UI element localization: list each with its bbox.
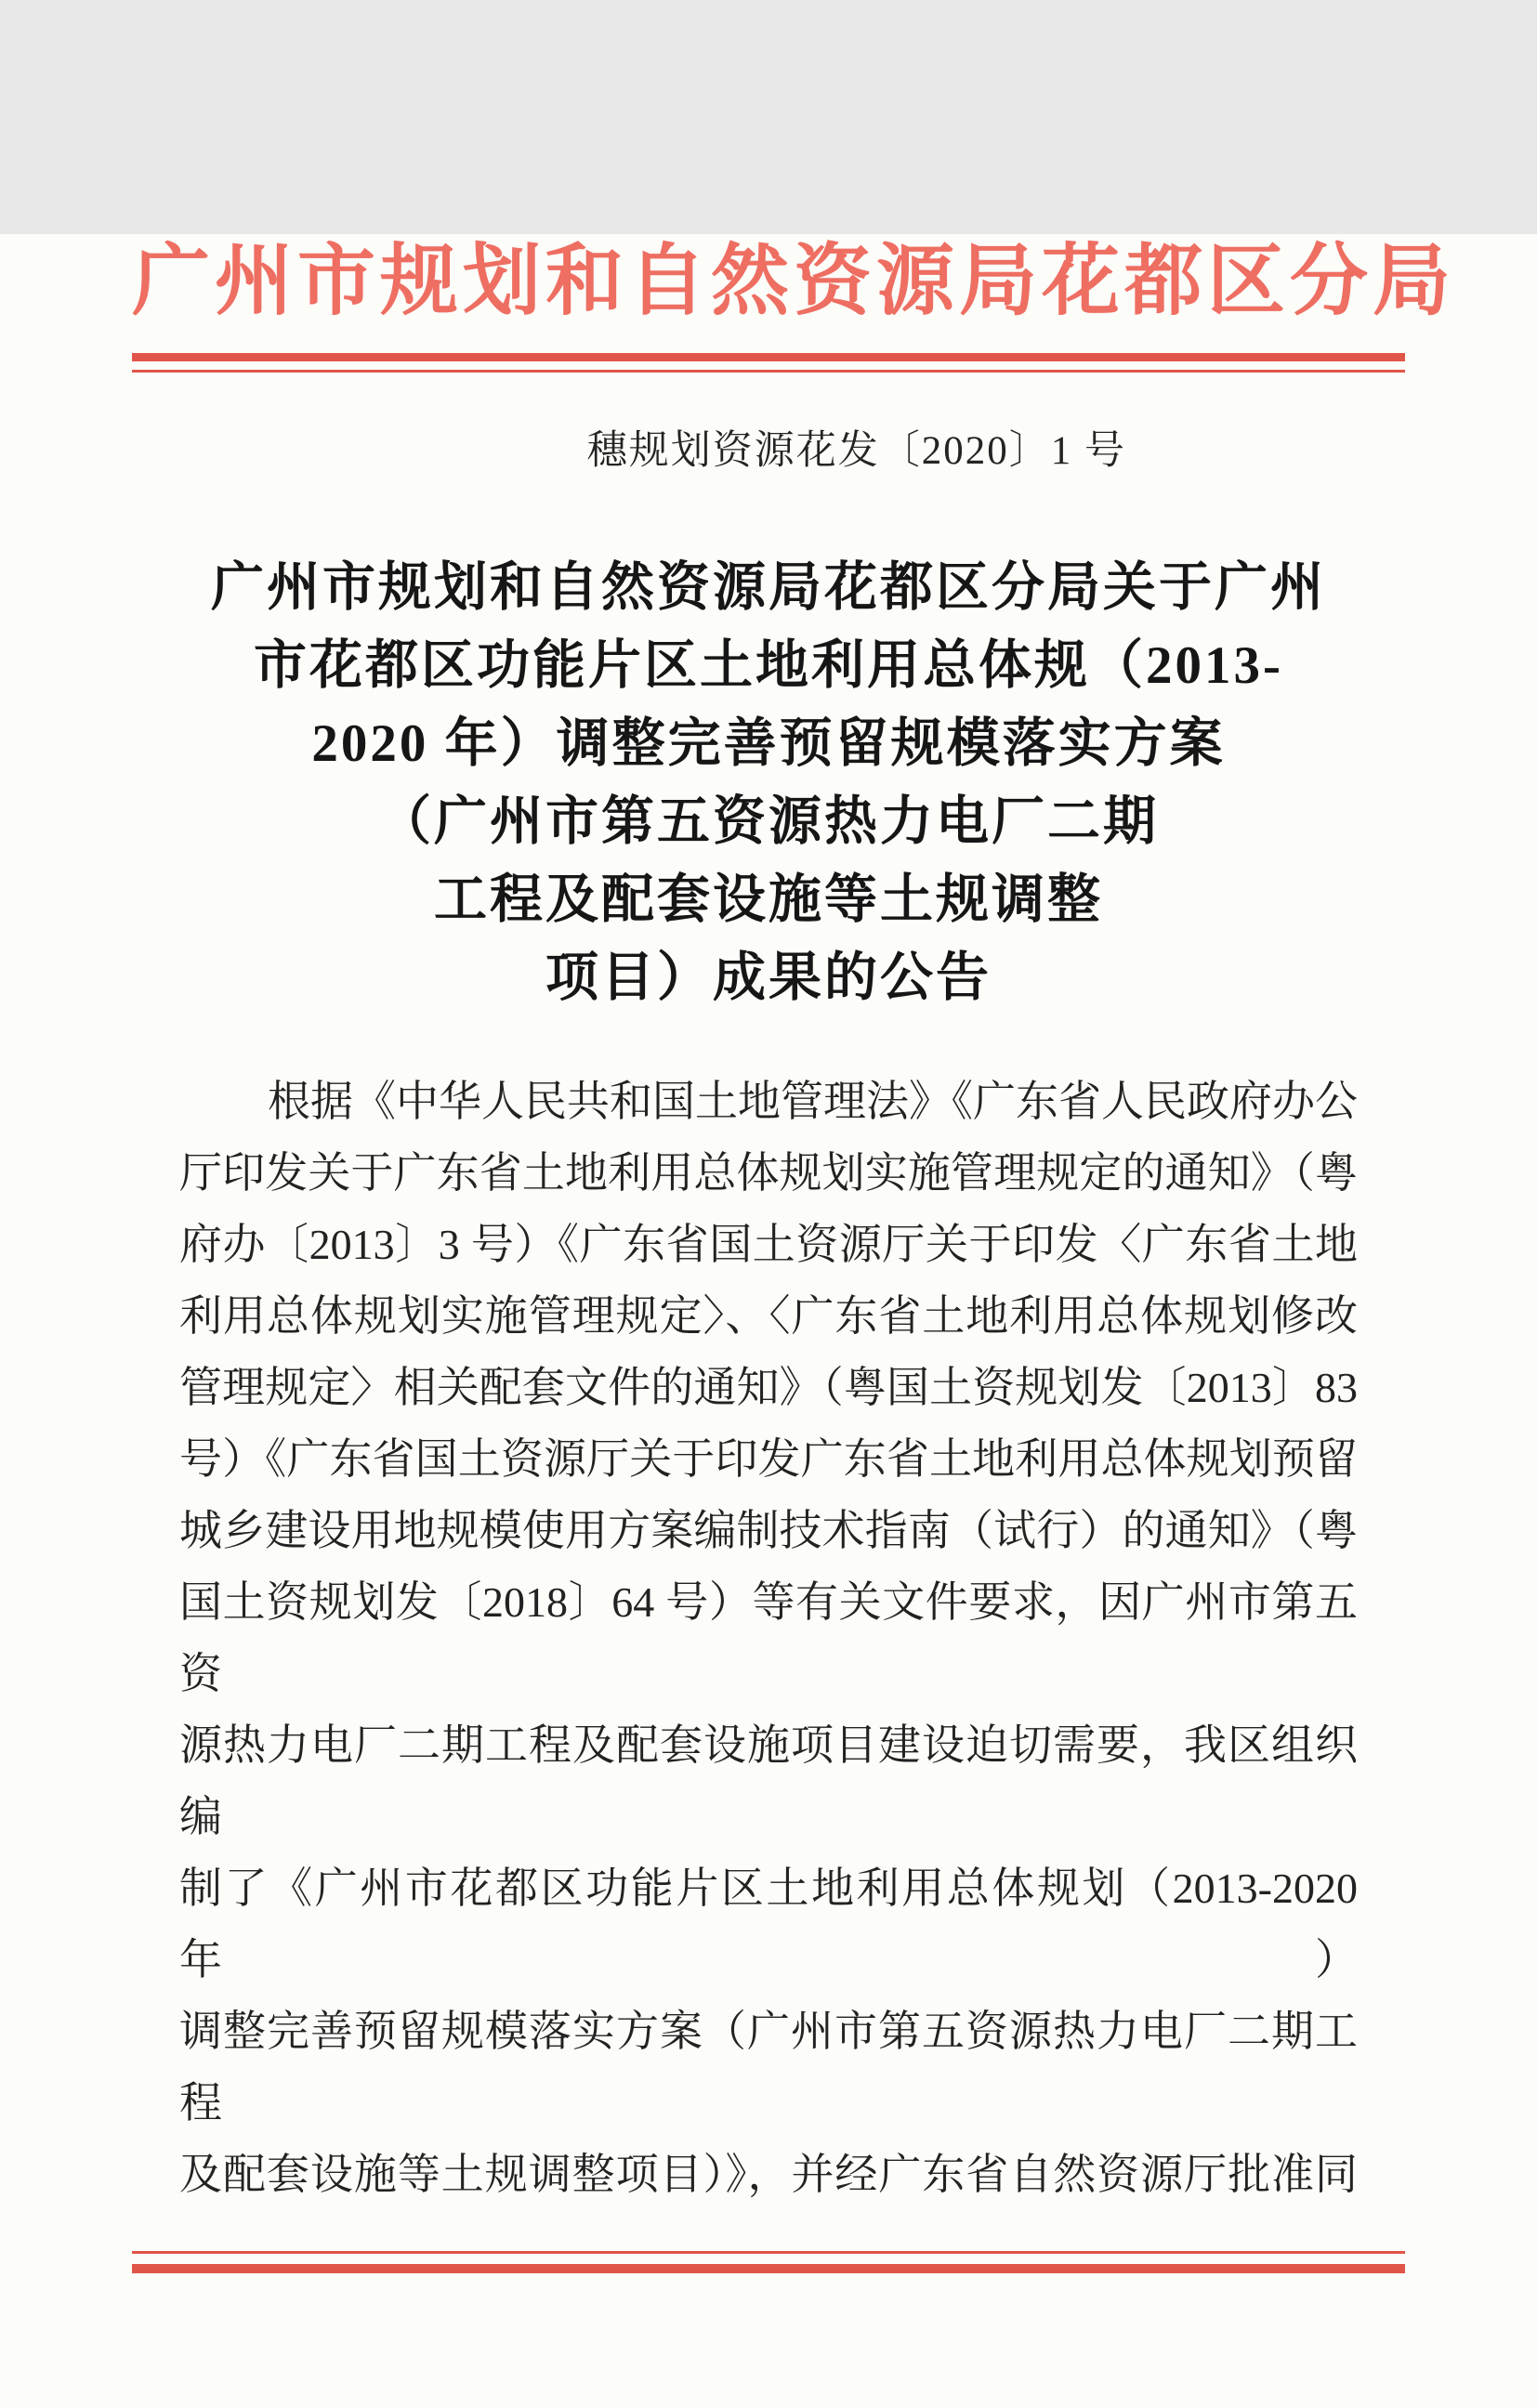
body-line: 府办〔2013〕3 号）《广东省国土资源厅关于印发〈广东省土地 bbox=[179, 1221, 1358, 1268]
body-line: 号）《广东省国土资源厅关于印发广东省土地利用总体规划预留 bbox=[179, 1435, 1358, 1483]
body-line: 管理规定〉相关配套文件的通知》（粤国土资规划发〔2013〕83 bbox=[179, 1364, 1358, 1411]
body-line: 源热力电厂二期工程及配套设施项目建设迫切需要，我区组织编 bbox=[179, 1721, 1358, 1840]
title-line: 工程及配套设施等土规调整 bbox=[434, 870, 1103, 929]
body-line: 根据《中华人民共和国土地管理法》《广东省人民政府办公 bbox=[268, 1078, 1358, 1125]
title-line: 广州市规划和自然资源局花都区分局关于广州 bbox=[211, 558, 1326, 617]
document-number: 穗规划资源花发〔2020〕1 号 bbox=[586, 429, 1126, 473]
title-line: 项目）成果的公告 bbox=[545, 949, 992, 1007]
footer-rule-thin bbox=[132, 2251, 1405, 2254]
body-paragraph bbox=[179, 1066, 1358, 2210]
title-line: （广州市第五资源热力电厂二期 bbox=[378, 792, 1159, 851]
letterhead-rule-thick bbox=[132, 353, 1405, 361]
body-line: 城乡建设用地规模使用方案编制技术指南（试行）的通知》（粤 bbox=[179, 1507, 1358, 1554]
body-line: 及配套设施等土规调整项目）》，并经广东省自然资源厅批准同 bbox=[179, 2151, 1358, 2198]
body-line: 制了《广州市花都区功能片区土地利用总体规划（2013-2020 年） bbox=[179, 1865, 1358, 1983]
document-content bbox=[132, 234, 1456, 2273]
body-line: 利用总体规划实施管理规定〉、〈广东省土地利用总体规划修改 bbox=[179, 1292, 1358, 1340]
body-line: 国土资规划发〔2018〕64 号）等有关文件要求，因广州市第五资 bbox=[179, 1578, 1358, 1697]
letterhead-rule-thin bbox=[132, 370, 1405, 373]
document-page bbox=[0, 234, 1537, 2408]
footer-rule-thick bbox=[132, 2264, 1405, 2273]
agency-letterhead: 广州市规划和自然资源局花都区分局 bbox=[132, 239, 1456, 325]
title-line: 市花都区功能片区土地利用总体规（2013- bbox=[254, 636, 1283, 695]
body-line: 厅印发关于广东省土地利用总体规划实施管理规定的通知》（粤 bbox=[179, 1149, 1358, 1197]
document-title bbox=[132, 549, 1405, 1017]
body-line: 调整完善预留规模落实方案（广州市第五资源热力电厂二期工程 bbox=[179, 2008, 1358, 2127]
title-line: 2020 年）调整完善预留规模落实方案 bbox=[311, 714, 1226, 773]
